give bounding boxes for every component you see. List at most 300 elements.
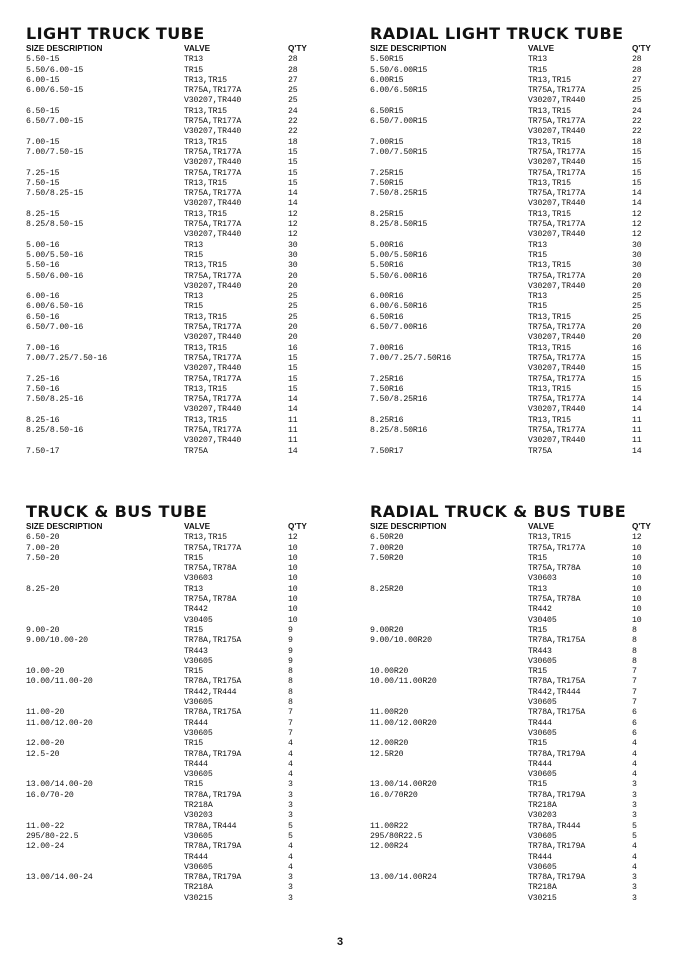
table-row <box>26 364 348 374</box>
qty-cell: 4 <box>288 749 293 759</box>
qty-cell: 7 <box>632 687 637 697</box>
size-cell: 11.00R20 <box>370 708 409 718</box>
qty-cell: 20 <box>632 333 642 343</box>
valve-cell: V30405 <box>528 615 557 625</box>
qty-cell: 25 <box>632 302 642 312</box>
qty-cell: 30 <box>632 240 642 250</box>
valve-cell: TR15 <box>528 625 548 635</box>
qty-cell: 8 <box>632 646 637 656</box>
qty-cell: 28 <box>632 55 642 65</box>
valve-cell: TR13,TR15 <box>184 384 227 394</box>
header-qty: Q'TY <box>632 522 651 531</box>
qty-cell: 6 <box>632 728 637 738</box>
valve-cell: V30207,TR440 <box>184 158 242 168</box>
qty-cell: 10 <box>288 615 298 625</box>
valve-cell: V30207,TR440 <box>184 436 242 446</box>
qty-cell: 3 <box>632 811 637 821</box>
table-row <box>370 667 680 677</box>
size-cell: 13.00/14.00-20 <box>26 780 93 790</box>
table-row <box>26 272 348 282</box>
qty-cell: 27 <box>632 75 642 85</box>
table-row <box>26 375 348 385</box>
table-row <box>26 822 348 832</box>
qty-cell: 15 <box>288 147 298 157</box>
table-row <box>370 760 680 770</box>
table-row <box>26 729 348 739</box>
table-row <box>370 894 680 904</box>
qty-cell: 12 <box>288 220 298 230</box>
valve-cell: V30605 <box>184 698 213 708</box>
table-row <box>370 66 680 76</box>
size-cell: 295/80-22.5 <box>26 831 79 841</box>
table-row <box>370 801 680 811</box>
valve-cell: TR444 <box>528 718 552 728</box>
valve-cell: V30603 <box>528 574 557 584</box>
qty-cell: 10 <box>288 574 298 584</box>
qty-cell: 7 <box>632 677 637 687</box>
table-row <box>26 436 348 446</box>
size-cell: 10.00-20 <box>26 667 65 677</box>
qty-cell: 25 <box>288 312 298 322</box>
table-row <box>370 780 680 790</box>
size-cell: 5.00/5.50R16 <box>370 250 428 260</box>
table-row <box>26 842 348 852</box>
valve-cell: TR78A,TR179A <box>184 873 242 883</box>
valve-cell: V30207,TR440 <box>184 281 242 291</box>
qty-cell: 22 <box>288 127 298 137</box>
qty-cell: 25 <box>632 86 642 96</box>
valve-cell: TR15 <box>184 739 204 749</box>
qty-cell: 27 <box>288 75 298 85</box>
size-cell: 7.50-16 <box>26 384 60 394</box>
table-row <box>370 708 680 718</box>
table-row <box>26 148 348 158</box>
qty-cell: 15 <box>632 353 642 363</box>
qty-cell: 28 <box>288 55 298 65</box>
qty-cell: 11 <box>288 436 298 446</box>
valve-cell: V30605 <box>528 698 557 708</box>
size-cell: 12.00-24 <box>26 842 65 852</box>
size-cell: 8.25-20 <box>26 584 60 594</box>
valve-cell: TR13,TR15 <box>528 415 571 425</box>
page-number: 3 <box>336 936 344 948</box>
valve-cell: TR75A,TR177A <box>528 117 586 127</box>
qty-cell: 10 <box>632 584 642 594</box>
table-row <box>26 416 348 426</box>
valve-cell: TR75A,TR177A <box>528 425 586 435</box>
qty-cell: 15 <box>632 374 642 384</box>
size-cell: 7.50R15 <box>370 178 404 188</box>
table-row <box>26 158 348 168</box>
size-cell: 6.50/7.00-15 <box>26 117 84 127</box>
valve-cell: V30405 <box>184 615 213 625</box>
qty-cell: 3 <box>632 873 637 883</box>
size-cell: 7.00/7.25/7.50R16 <box>370 353 451 363</box>
table-row <box>26 863 348 873</box>
valve-cell: TR15 <box>528 780 548 790</box>
qty-cell: 15 <box>288 178 298 188</box>
valve-cell: TR75A,TR177A <box>184 220 242 230</box>
valve-cell: TR15 <box>528 667 548 677</box>
valve-cell: V30207,TR440 <box>528 436 586 446</box>
qty-cell: 3 <box>632 893 637 903</box>
table-row <box>370 416 680 426</box>
qty-cell: 18 <box>632 137 642 147</box>
table-row <box>370 791 680 801</box>
size-cell: 8.25/8.50-15 <box>26 220 84 230</box>
qty-cell: 28 <box>288 65 298 75</box>
qty-cell: 3 <box>632 780 637 790</box>
qty-cell: 5 <box>288 821 293 831</box>
qty-cell: 15 <box>632 364 642 374</box>
valve-cell: TR444 <box>184 852 208 862</box>
valve-cell: V30207,TR440 <box>528 405 586 415</box>
valve-cell: TR75A <box>528 446 552 456</box>
valve-cell: V30207,TR440 <box>528 96 586 106</box>
valve-cell: TR13,TR15 <box>528 75 571 85</box>
valve-cell: TR78A,TR179A <box>184 749 242 759</box>
valve-cell: TR13,TR15 <box>184 312 227 322</box>
valve-cell: V30207,TR440 <box>528 127 586 137</box>
table-row <box>26 117 348 127</box>
size-cell: 6.50/7.00R16 <box>370 323 428 333</box>
valve-cell: TR442,TR444 <box>184 687 237 697</box>
table-row <box>370 220 680 230</box>
table-row <box>26 770 348 780</box>
size-cell: 13.00/14.00R24 <box>370 873 437 883</box>
size-cell: 8.25-16 <box>26 415 60 425</box>
size-cell: 9.00-20 <box>26 625 60 635</box>
table-row <box>26 595 348 605</box>
valve-cell: V30207,TR440 <box>184 333 242 343</box>
valve-cell: TR75A,TR177A <box>528 220 586 230</box>
valve-cell: TR78A,TR175A <box>528 708 586 718</box>
table-header <box>26 522 348 532</box>
table-row <box>26 801 348 811</box>
valve-cell: TR78A,TR175A <box>184 636 242 646</box>
qty-cell: 7 <box>288 718 293 728</box>
size-cell: 11.00-22 <box>26 821 65 831</box>
qty-cell: 30 <box>288 261 298 271</box>
qty-cell: 4 <box>288 862 293 872</box>
table-row <box>370 719 680 729</box>
size-cell: 6.00/6.50R16 <box>370 302 428 312</box>
valve-cell: V30207,TR440 <box>184 127 242 137</box>
qty-cell: 14 <box>632 189 642 199</box>
valve-cell: TR13,TR15 <box>184 178 227 188</box>
valve-cell: TR13,TR15 <box>528 106 571 116</box>
size-cell: 5.50/6.00R16 <box>370 271 428 281</box>
qty-cell: 9 <box>288 646 293 656</box>
valve-cell: V30605 <box>528 831 557 841</box>
radial-light-truck-tube-section <box>370 24 680 457</box>
table-row <box>370 554 680 564</box>
table-row <box>26 605 348 615</box>
table-row <box>26 241 348 251</box>
table-row <box>26 282 348 292</box>
valve-cell: TR13,TR15 <box>184 343 227 353</box>
qty-cell: 12 <box>288 209 298 219</box>
size-cell: 8.25/8.50R16 <box>370 425 428 435</box>
size-cell: 7.00/7.50-15 <box>26 147 84 157</box>
qty-cell: 25 <box>288 96 298 106</box>
valve-cell: TR78A,TR175A <box>184 677 242 687</box>
table-header <box>370 44 680 54</box>
qty-cell: 10 <box>288 595 298 605</box>
qty-cell: 20 <box>632 281 642 291</box>
table-row <box>370 436 680 446</box>
valve-cell: V30605 <box>184 770 213 780</box>
valve-cell: TR78A,TR179A <box>184 842 242 852</box>
qty-cell: 9 <box>288 625 293 635</box>
table-row <box>370 533 680 543</box>
valve-cell: TR443 <box>184 646 208 656</box>
valve-cell: TR444 <box>184 759 208 769</box>
header-size-description: SIZE DESCRIPTION <box>26 522 103 531</box>
table-row <box>370 158 680 168</box>
size-cell: 7.50/8.25-15 <box>26 189 84 199</box>
valve-cell: V30605 <box>528 862 557 872</box>
table-row <box>370 107 680 117</box>
table-row <box>370 657 680 667</box>
table-row <box>26 313 348 323</box>
size-cell: 9.00/10.00R20 <box>370 636 432 646</box>
valve-cell: TR75A,TR177A <box>184 374 242 384</box>
valve-cell: TR75A,TR177A <box>528 86 586 96</box>
qty-cell: 22 <box>632 117 642 127</box>
valve-cell: TR13,TR15 <box>184 137 227 147</box>
size-cell: 7.50-17 <box>26 446 60 456</box>
qty-cell: 10 <box>288 605 298 615</box>
valve-cell: V30605 <box>528 656 557 666</box>
size-cell: 8.25/8.50R15 <box>370 220 428 230</box>
header-valve: VALVE <box>528 44 555 53</box>
qty-cell: 3 <box>288 801 293 811</box>
valve-cell: TR78A,TR175A <box>528 636 586 646</box>
size-cell: 12.5-20 <box>26 749 60 759</box>
valve-cell: TR13 <box>528 292 548 302</box>
table-row <box>370 138 680 148</box>
qty-cell: 14 <box>288 199 298 209</box>
valve-cell: V30207,TR440 <box>528 230 586 240</box>
table-row <box>370 811 680 821</box>
valve-cell: TR13,TR15 <box>528 137 571 147</box>
qty-cell: 4 <box>632 842 637 852</box>
table-row <box>370 822 680 832</box>
table-row <box>26 405 348 415</box>
table-row <box>370 585 680 595</box>
qty-cell: 4 <box>632 862 637 872</box>
table-row <box>370 199 680 209</box>
valve-cell: TR75A,TR177A <box>184 168 242 178</box>
qty-cell: 5 <box>288 831 293 841</box>
table-row <box>26 853 348 863</box>
valve-cell: TR442 <box>184 605 208 615</box>
valve-cell: TR75A,TR177A <box>528 543 586 553</box>
table-row <box>370 333 680 343</box>
valve-cell: TR78A,TR444 <box>184 821 237 831</box>
table-row <box>370 873 680 883</box>
table-row <box>26 873 348 883</box>
valve-cell: TR15 <box>184 667 204 677</box>
size-cell: 13.00/14.00-24 <box>26 873 93 883</box>
size-cell: 10.00/11.00-20 <box>26 677 93 687</box>
table-row <box>26 86 348 96</box>
valve-cell: V30215 <box>184 893 213 903</box>
qty-cell: 8 <box>288 698 293 708</box>
qty-cell: 14 <box>288 189 298 199</box>
valve-cell: TR15 <box>184 302 204 312</box>
size-cell: 8.25R15 <box>370 209 404 219</box>
valve-cell: V30207,TR440 <box>184 230 242 240</box>
table-row <box>26 302 348 312</box>
table-row <box>370 86 680 96</box>
size-cell: 7.25-15 <box>26 168 60 178</box>
size-cell: 5.50R15 <box>370 55 404 65</box>
qty-cell: 4 <box>632 739 637 749</box>
table-row <box>370 647 680 657</box>
qty-cell: 4 <box>632 852 637 862</box>
size-cell: 7.00R15 <box>370 137 404 147</box>
table-row <box>370 832 680 842</box>
valve-cell: TR13 <box>528 55 548 65</box>
valve-cell: V30605 <box>184 831 213 841</box>
qty-cell: 15 <box>632 384 642 394</box>
qty-cell: 12 <box>632 533 642 543</box>
table-row <box>26 780 348 790</box>
valve-cell: TR13 <box>184 55 204 65</box>
table-row <box>370 241 680 251</box>
valve-cell: TR218A <box>528 801 557 811</box>
valve-cell: TR444 <box>528 852 552 862</box>
valve-cell: TR75A,TR78A <box>184 595 237 605</box>
table-row <box>370 574 680 584</box>
size-cell: 7.00-16 <box>26 343 60 353</box>
valve-cell: V30207,TR440 <box>184 96 242 106</box>
size-cell: 12.00R24 <box>370 842 409 852</box>
qty-cell: 14 <box>288 446 298 456</box>
valve-cell: TR444 <box>184 718 208 728</box>
size-cell: 12.5R20 <box>370 749 404 759</box>
size-cell: 5.50/6.00-15 <box>26 65 84 75</box>
table-row <box>370 169 680 179</box>
valve-cell: TR13,TR15 <box>528 343 571 353</box>
qty-cell: 9 <box>288 656 293 666</box>
valve-cell: TR13,TR15 <box>184 75 227 85</box>
qty-cell: 22 <box>288 117 298 127</box>
qty-cell: 15 <box>288 364 298 374</box>
table-row <box>370 688 680 698</box>
qty-cell: 10 <box>288 564 298 574</box>
size-cell: 7.50-15 <box>26 178 60 188</box>
size-cell: 7.25R15 <box>370 168 404 178</box>
table-row <box>26 760 348 770</box>
section-title: RADIAL LIGHT TRUCK TUBE <box>370 24 624 43</box>
size-cell: 10.00R20 <box>370 667 409 677</box>
table-row <box>26 585 348 595</box>
size-cell: 6.00R16 <box>370 292 404 302</box>
valve-cell: TR15 <box>184 65 204 75</box>
table-row <box>370 447 680 457</box>
table-row <box>26 688 348 698</box>
light-truck-tube-section <box>26 24 348 457</box>
qty-cell: 12 <box>632 230 642 240</box>
qty-cell: 18 <box>288 137 298 147</box>
table-row <box>370 544 680 554</box>
qty-cell: 7 <box>288 708 293 718</box>
qty-cell: 3 <box>632 801 637 811</box>
qty-cell: 10 <box>632 595 642 605</box>
table-row <box>26 667 348 677</box>
table-row <box>26 169 348 179</box>
valve-cell: TR15 <box>184 780 204 790</box>
qty-cell: 10 <box>632 553 642 563</box>
size-cell: 6.50R16 <box>370 312 404 322</box>
valve-cell: V30207,TR440 <box>528 333 586 343</box>
table-row <box>370 117 680 127</box>
valve-cell: V30605 <box>184 656 213 666</box>
table-row <box>26 616 348 626</box>
qty-cell: 10 <box>632 615 642 625</box>
table-row <box>26 292 348 302</box>
section-title: RADIAL TRUCK & BUS TUBE <box>370 502 627 521</box>
table-row <box>26 750 348 760</box>
size-cell: 7.00R16 <box>370 343 404 353</box>
valve-cell: TR15 <box>528 553 548 563</box>
qty-cell: 4 <box>288 770 293 780</box>
size-cell: 8.25-15 <box>26 209 60 219</box>
table-row <box>370 261 680 271</box>
tube-table <box>370 522 680 904</box>
table-row <box>26 323 348 333</box>
valve-cell: V30605 <box>528 770 557 780</box>
table-row <box>370 770 680 780</box>
table-row <box>26 647 348 657</box>
qty-cell: 12 <box>288 533 298 543</box>
table-row <box>26 698 348 708</box>
qty-cell: 11 <box>288 415 298 425</box>
table-row <box>26 230 348 240</box>
table-row <box>26 395 348 405</box>
valve-cell: TR13,TR15 <box>528 533 571 543</box>
qty-cell: 16 <box>288 343 298 353</box>
valve-cell: TR13,TR15 <box>528 178 571 188</box>
size-cell: 7.25-16 <box>26 374 60 384</box>
table-row <box>370 842 680 852</box>
qty-cell: 15 <box>632 178 642 188</box>
table-row <box>26 894 348 904</box>
qty-cell: 10 <box>288 584 298 594</box>
table-row <box>26 811 348 821</box>
qty-cell: 16 <box>632 343 642 353</box>
valve-cell: V30207,TR440 <box>184 405 242 415</box>
qty-cell: 10 <box>632 605 642 615</box>
qty-cell: 10 <box>632 564 642 574</box>
table-row <box>26 564 348 574</box>
valve-cell: TR75A,TR177A <box>184 147 242 157</box>
size-cell: 5.50R16 <box>370 261 404 271</box>
size-cell: 7.00/7.25/7.50-16 <box>26 353 107 363</box>
valve-cell: TR78A,TR179A <box>528 790 586 800</box>
table-row <box>26 533 348 543</box>
qty-cell: 30 <box>288 250 298 260</box>
size-cell: 10.00/11.00R20 <box>370 677 437 687</box>
valve-cell: V30207,TR440 <box>528 199 586 209</box>
table-row <box>370 354 680 364</box>
table-row <box>370 750 680 760</box>
qty-cell: 30 <box>632 261 642 271</box>
valve-cell: TR78A,TR179A <box>184 790 242 800</box>
